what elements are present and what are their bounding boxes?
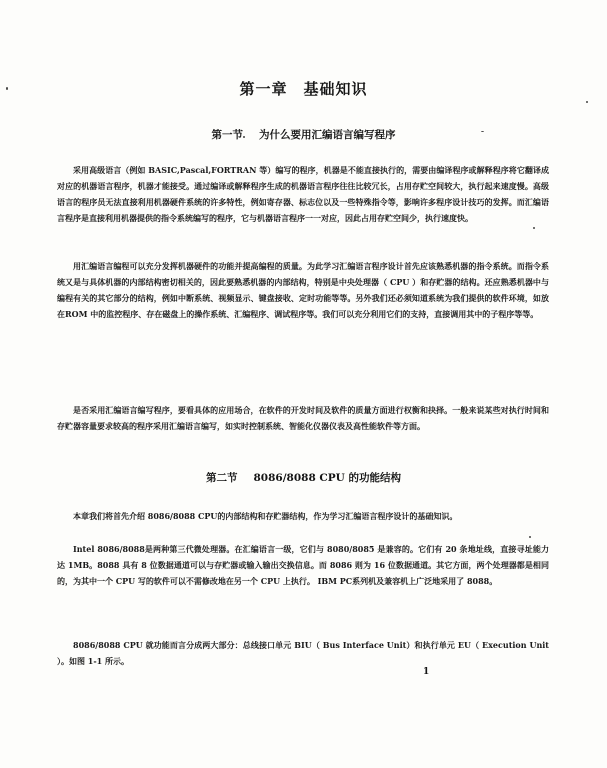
scan-speck [529, 536, 531, 538]
page-number: 1 [423, 667, 430, 677]
section-1-paragraph-3: 是否采用汇编语言编写程序，要看具体的应用场合，在软件的开发时间及软件的质量方面进行权衡和抉择。一般来说某些对执行时间和存贮器容量要求较高的程序采用汇编语言编写，如实时控制系统、智能化仪器仪表及高性能软件等方面。 [57, 405, 549, 431]
chapter-title: 第一章 基础知识 [239, 80, 368, 98]
section-2-title: 8086/8088 CPU 的功能结构 [253, 472, 401, 484]
section-2-paragraph-1: 本章我们将首先介绍 8086/8088 CPU的内部结构和存贮器结构，作为学习汇编语言程序设计的基础知识。 [73, 511, 458, 521]
section-2-paragraph-3: 8086/8088 CPU 就功能而言分成两大部分：总线接口单元 BIU（ Bus Interface Unit）和执行单元 EU（ Execution Unit ）。如图 1-1 所示。 [57, 640, 549, 666]
section-2-number: 第二节 [205, 472, 238, 484]
scan-speck [6, 87, 8, 90]
scan-speck [481, 131, 484, 132]
section-1-number: 第一节 [211, 129, 243, 141]
section-1-paragraph-1: 采用高级语言（例如 BASIC,Pascal,FORTRAN 等）编写的程序，机器是不能直接执行的，需要由编译程序或解释程序将它翻译成对应的机器语言程序，机器才能接受。通过编译或解释程序生成的机器语言程序往往比较冗长，占用存贮空间较大，执行起来速度慢。高级语言的程序员无法直接利用机器硬件系统的许多特性，例如寄存器、标志位以及一些特殊指令等，影响许多程序设计技巧的发挥。而汇编语言程序是直接利用机器提供的指令系统编写的程序，它与机器语言程序一一对应，因此占用存贮空间少，执行速度快。 [57, 165, 549, 223]
scan-speck [586, 101, 588, 103]
scan-speck [533, 227, 535, 229]
section-1-heading [0, 127, 607, 142]
section-1-title: 为什么要用汇编语言编写程序 [259, 129, 396, 141]
section-2-paragraph-2: Intel 8086/8088是两种第三代微处理器。在汇编语言一级，它们与 8080/8085 是兼容的。它们有 20 条地址线，直接寻址能力达 1MB。8088 具有 8 位数据通道可以与存贮器或输入输出交换信息。而 8086 则为 16 位数据通道。其它方面，两个处理器都是相同的，为其中一个 CPU 写的软件可以不需修改地在另一个 CPU 上执行。 IBM PC系列机及兼容机上广泛地采用了 8088。 [57, 544, 549, 586]
section-1-paragraph-2: 用汇编语言编程可以充分发挥机器硬件的功能并提高编程的质量。为此学习汇编语言程序设计首先应该熟悉机器的指令系统。而指令系统又是与具体机器的内部结构密切相关的，因此要熟悉机器的内部结构，特别是中央处理器（ CPU ）和存贮器的结构。还应熟悉机器中与编程有关的其它部分的结构，例如中断系统、视频显示、键盘接收、定时功能等等。另外我们还必须知道系统为我们提供的软件环境，如放在ROM 中的监控程序、存在磁盘上的操作系统、汇编程序、调试程序等。我们可以充分利用它们的支持，直接调用其中的子程序等等。 [57, 261, 549, 319]
scan-speck [243, 136, 245, 138]
section-2-heading [0, 470, 607, 485]
